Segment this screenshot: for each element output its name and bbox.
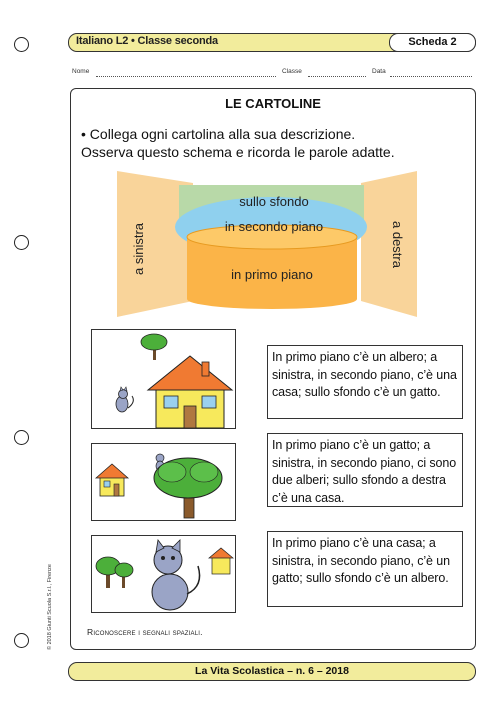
label-right: a destra xyxy=(390,221,405,268)
class-label: Classe xyxy=(282,68,302,75)
description-3-text: In primo piano c’è una casa; a sinistra, in secondo piano, c’è un gatto; sullo sfondo c’è un albero. xyxy=(272,536,450,585)
postcard-3[interactable] xyxy=(91,535,236,613)
label-middle: in secondo piano xyxy=(224,219,324,234)
right-panel xyxy=(361,171,417,317)
perspective-diagram xyxy=(71,89,475,319)
label-background: sullo sfondo xyxy=(239,194,309,209)
name-line[interactable] xyxy=(96,76,276,77)
worksheet-card xyxy=(70,88,476,650)
binder-hole xyxy=(14,235,29,250)
front-cylinder-bottom xyxy=(187,289,357,309)
postcard-2-drawing xyxy=(92,444,235,520)
instruction-line-2: Osserva questo schema e ricorda le parole adatte. xyxy=(81,144,395,160)
description-2-text: In primo piano c’è un gatto; a sinistra, in secondo piano, ci sono due alberi; sullo sfondo a destra c’è una casa. xyxy=(272,438,457,505)
label-left: a sinistra xyxy=(131,222,146,275)
date-label: Data xyxy=(372,68,386,75)
worksheet-title: LE CARTOLINE xyxy=(225,96,321,111)
page-header xyxy=(68,33,476,52)
postcard-3-drawing xyxy=(92,536,235,612)
description-3[interactable] xyxy=(267,531,463,607)
description-1[interactable] xyxy=(267,345,463,419)
postcard-1[interactable] xyxy=(91,329,236,429)
page-footer: La Vita Scolastica – n. 6 – 2018 xyxy=(68,662,476,681)
date-line[interactable] xyxy=(390,76,472,77)
name-label: Nome xyxy=(72,68,90,75)
binder-hole xyxy=(14,37,29,52)
description-1-text: In primo piano c’è un albero; a sinistra, in secondo piano, c’è una casa; sullo sfondo c’è un gatto. xyxy=(272,350,457,399)
postcard-1-drawing xyxy=(92,330,235,428)
worksheet-number: Scheda 2 xyxy=(389,33,476,52)
label-front: in primo piano xyxy=(231,267,313,282)
header-subject: Italiano L2 • Classe seconda xyxy=(76,35,218,47)
copyright: © 2018 Giunti Scuola S.r.l., Firenze xyxy=(47,564,53,650)
binder-hole xyxy=(14,633,29,648)
instruction-line-1: • Collega ogni cartolina alla sua descrizione. xyxy=(81,126,356,142)
binder-hole xyxy=(14,430,29,445)
description-2[interactable] xyxy=(267,433,463,507)
postcard-2[interactable] xyxy=(91,443,236,521)
class-line[interactable] xyxy=(308,76,366,77)
learning-objective: Riconoscere i segnali spaziali. xyxy=(87,627,203,637)
student-fields xyxy=(72,68,472,80)
